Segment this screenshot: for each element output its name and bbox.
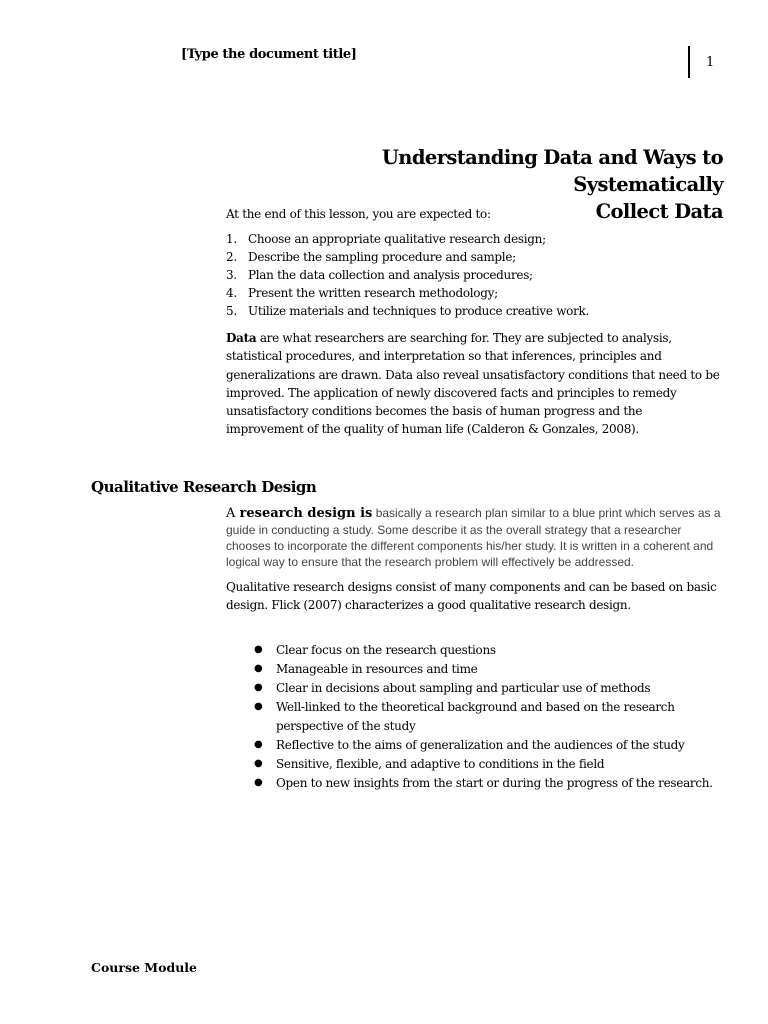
data-paragraph [226, 329, 721, 439]
lesson-intro: At the end of this lesson, you are expected to: [226, 207, 491, 221]
list-item [254, 736, 724, 754]
bullet-icon: ● [254, 644, 263, 655]
list-item [226, 248, 721, 266]
list-item-number: 3. [226, 268, 237, 282]
list-item-text: Well-linked to the theoretical background and based on the research perspective of the study [276, 700, 675, 733]
research-design-term: research design is [239, 506, 373, 521]
page-number: 1 [706, 55, 715, 70]
bullet-icon: ● [254, 776, 263, 788]
bullet-icon: ● [254, 682, 263, 694]
data-term: Data [226, 331, 257, 345]
list-item-number: 5. [226, 304, 237, 318]
list-item [226, 302, 721, 320]
footer-label: Course Module [91, 960, 198, 975]
header-divider [688, 46, 690, 78]
list-item [254, 679, 724, 697]
list-item-text: Clear focus on the research questions [276, 643, 496, 657]
research-design-paragraph [226, 505, 723, 570]
research-design-lead [226, 506, 372, 521]
list-item [254, 660, 724, 678]
list-item-text: Present the written research methodology; [248, 286, 498, 300]
list-item [226, 230, 721, 248]
list-item-text: Describe the sampling procedure and sample; [248, 250, 516, 264]
research-design-prefix: A [226, 506, 240, 521]
list-item-text: Choose an appropriate qualitative research design; [248, 232, 546, 246]
document-title-placeholder: [Type the document title] [181, 47, 357, 62]
list-item-text: Manageable in resources and time [276, 662, 478, 677]
list-item-text: Reflective to the aims of generalization and the audiences of the study [276, 737, 685, 752]
list-item-number: 1. [226, 232, 237, 246]
bullet-icon: ● [254, 701, 263, 713]
page-title-line-2: Collect Data [595, 200, 723, 223]
list-item [254, 755, 724, 773]
list-item [226, 266, 721, 284]
research-design-body: basically a research plan similar to a blue print which serves as a guide in conducting a study. Some describe it as the overall strategy that a researcher chooses to incorporate the different components his/her study. It is written in a coherent and logical way to ensure that the research problem will effectively be addressed. [226, 506, 721, 569]
list-item [254, 774, 724, 792]
bullet-icon: ● [254, 663, 263, 675]
page-title-line-1: Understanding Data and Ways to Systematically [381, 146, 723, 196]
list-item-text: Sensitive, flexible, and adaptive to conditions in the field [276, 756, 605, 771]
list-item-number: 2. [226, 250, 237, 264]
list-item-text: Utilize materials and techniques to produce creative work. [248, 304, 590, 318]
objectives-list [226, 230, 721, 320]
list-item-text: Plan the data collection and analysis procedures; [248, 268, 533, 282]
characteristics-list [254, 641, 724, 793]
bullet-icon: ● [254, 757, 263, 769]
qualitative-design-paragraph: Qualitative research designs consist of many components and can be based on basic design. Flick (2007) characterizes a good qualitative research design. [226, 580, 717, 613]
list-item [254, 698, 724, 735]
list-item-text: Clear in decisions about sampling and particular use of methods [276, 681, 651, 696]
data-paragraph-body: are what researchers are searching for. They are subjected to analysis, statistical procedures, and interpretation so that inferences, principles and generalizations are drawn. Data also reveal unsatisfactory conditions that need to be improved. The application of newly discovered facts and principles to remedy unsatisfactory conditions becomes the basis of human progress and the improvement of the quality of human life (Calderon & Gonzales, 2008). [226, 331, 720, 437]
bullet-icon: ● [254, 738, 263, 750]
list-item-text: Open to new insights from the start or during the progress of the research. [276, 775, 713, 790]
list-item-number: 4. [226, 286, 237, 300]
list-item [226, 284, 721, 302]
list-item [254, 641, 724, 659]
section-heading: Qualitative Research Design [91, 478, 317, 496]
